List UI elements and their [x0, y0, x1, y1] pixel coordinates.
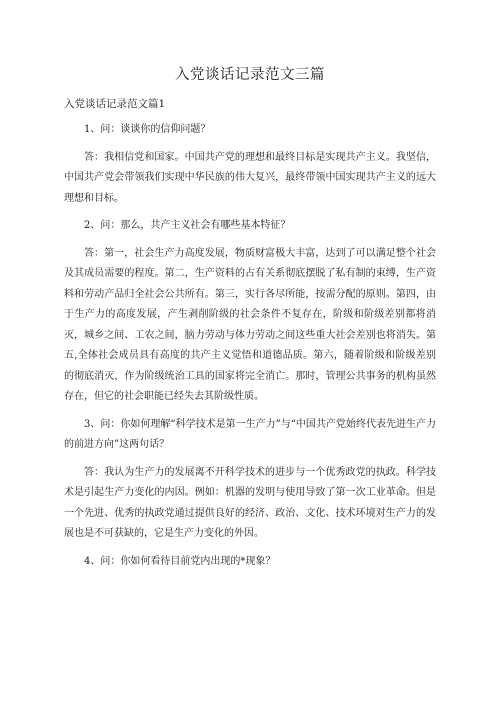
question-paragraph: 3、问：你如何理解“科学技术是第一生产力”与“中国共产党始终代表先进生产力的前进方向”这两句话？ [64, 418, 436, 450]
answer-paragraph: 答：我相信党和国家。中国共产党的理想和最终目标是实现共产主义。我坚信，中国共产党会带领我们实现中华民族的伟大复兴，最终带领中国实现共产主义的远大理想和目标。 [64, 151, 436, 204]
question-paragraph: 1、问：谈谈你的信仰问题？ [84, 124, 211, 135]
document-title: 入党谈话记录范文三篇 [175, 67, 325, 83]
document-body [64, 120, 436, 579]
section-title: 入党谈话记录范文篇1 [64, 98, 166, 110]
question-paragraph: 4、问：你如何看待目前党内出现的*现象？ [84, 555, 276, 567]
answer-paragraph: 答：第一，社会生产力高度发展，物质财富极大丰富，达到了可以满足整个社会及其成员需要的程度。第二，生产资料的占有关系彻底摆脱了私有制的束缚，生产资料和劳动产品归全社会公共所有。第三，实行各尽所能，按需分配的原则。第四，由于生产力的高度发展，产生剥削阶级的社会条件不复存在，阶级和阶级差别都将消灭，城乡之间、工农之间，脑力劳动与体力劳动之间这些重大社会差别也将消失。第五,全体社会成员具有高度的共产主义觉悟和道德品质。第六，随着阶级和阶级差别的彻底消灭，作为阶级统治工具的国家将完全消亡。那时，管理公共事务的机构虽然存在，但它的社会职能已经失去其阶级性质。 [64, 247, 436, 402]
answer-paragraph: 答：我认为生产力的发展离不开科学技术的进步与一个优秀政党的执政。科学技术是引起生产力变化的内因。例如：机器的发明与使用导致了第一次工业革命。但是一个先进、优秀的执政党通过提供良好的经济、政治、文化、技术环境对生产力的发展也是不可获缺的，它是生产力变化的外因。 [64, 466, 436, 539]
question-paragraph: 2、问：那么，共产主义社会有哪些基本特征？ [84, 220, 291, 231]
